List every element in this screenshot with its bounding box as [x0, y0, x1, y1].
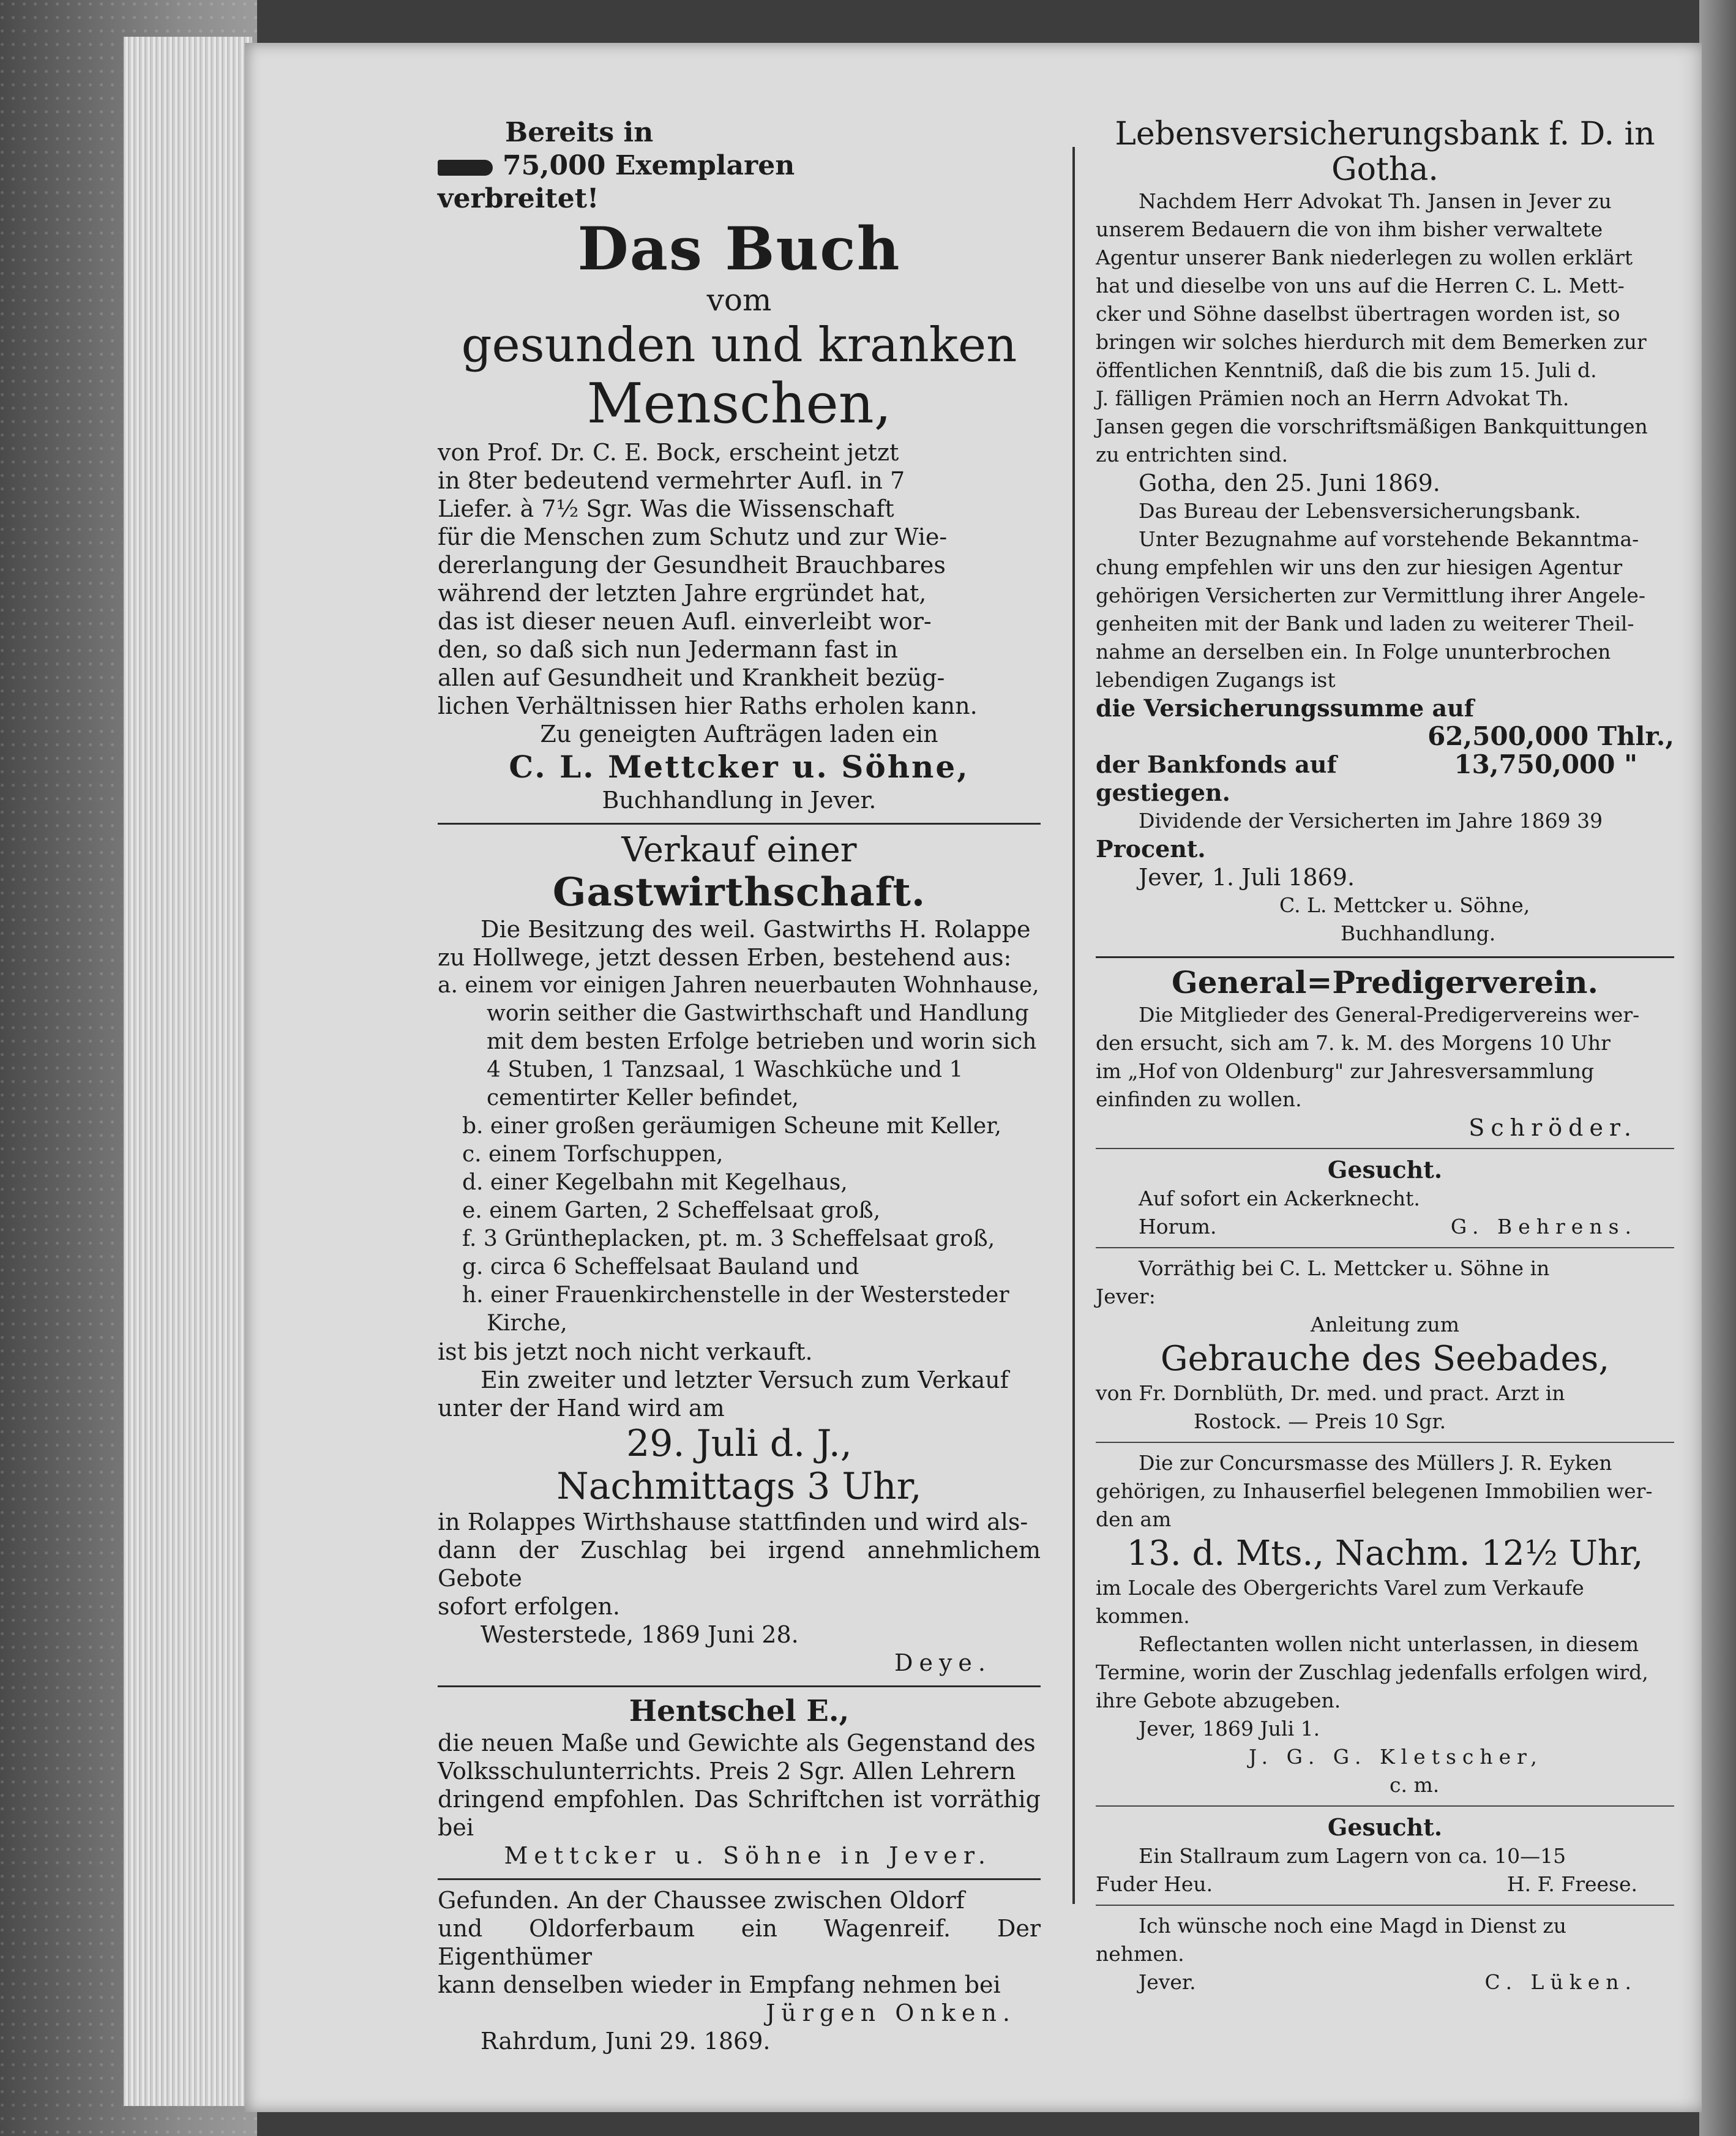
ad-buch-firm: C. L. Mettcker u. Söhne,	[509, 749, 970, 785]
ad-concurs-date: 13. d. Mts., Nachm. 12½ Uhr,	[1126, 1534, 1644, 1573]
ad-gast-sign: Deye.	[894, 1649, 992, 1676]
ad-gefunden-line: und Oldorferbaum ein Wagenreif. Der Eigenthümer	[438, 1915, 1041, 1970]
list-item: Kirche,	[487, 1311, 567, 1336]
ad-pv-line: Die Mitglieder des General-Predigervereins wer-	[1139, 1003, 1640, 1027]
ad-buch-firm-sub: Buchhandlung in Jever.	[602, 787, 877, 814]
ad-stall-sign: H. F. Freese.	[1506, 1872, 1637, 1896]
ad-lv-dividend: Dividende der Versicherten im Jahre 1869 39	[1139, 809, 1603, 833]
right-page-edge	[1699, 0, 1736, 2136]
ad-concurs-line: den am	[1096, 1507, 1172, 1531]
list-item: f. 3 Grüntheplacken, pt. m. 3 Scheffelsaat groß,	[462, 1226, 995, 1251]
ad-gast-after: ist bis jetzt noch nicht verkauft.	[438, 1338, 813, 1365]
ad-predigerverein	[1096, 964, 1674, 1142]
list-item: d. einer Kegelbahn mit Kegelhaus,	[462, 1170, 848, 1195]
ad-buch-line: von Prof. Dr. C. E. Bock, erscheint jetzt	[438, 439, 899, 466]
list-item: worin seither die Gastwirthschaft und Handlung	[487, 1001, 1029, 1026]
ad-title-menschen: Menschen,	[586, 372, 892, 436]
ad-concurs	[1096, 1449, 1674, 1799]
ad-pv-line: einfinden zu wollen.	[1096, 1087, 1302, 1111]
ad-gast-tail: dann der Zuschlag bei irgend annehmlichem Gebote	[438, 1537, 1041, 1592]
ad-lv-line: Jansen gegen die vorschriftsmäßigen Bankquittungen	[1096, 414, 1648, 438]
ad-gefunden-place: Rahrdum, Juni 29. 1869.	[481, 2028, 771, 2055]
ad-buch-line: dererlangung der Gesundheit Brauchbares	[438, 552, 946, 579]
ad-gefunden-line: kann denselben wieder in Empfang nehmen bei	[438, 1971, 1001, 1998]
ad-lv-line: cker und Söhne daselbst übertragen worden ist, so	[1096, 302, 1620, 326]
ad-gast-head2: Gastwirthschaft.	[552, 869, 926, 915]
ad-buch-line: für die Menschen zum Schutz und zur Wie-	[438, 523, 948, 550]
left-column	[438, 116, 1041, 2055]
ad-gesucht-sign: G. Behrens.	[1450, 1215, 1637, 1239]
ad-lv-head2: Gotha.	[1331, 151, 1439, 188]
ad-lv-sum2-label: der Bankfonds auf	[1096, 751, 1337, 778]
ad-lv-head1: Lebensversicherungsbank f. D. in	[1115, 116, 1655, 152]
ad-lv-sum2	[1096, 751, 1674, 779]
ad-buch-line: während der letzten Jahre ergründet hat,	[438, 580, 927, 607]
ad-concurs-line2: im Locale des Obergerichts Varel zum Verkaufe	[1096, 1576, 1584, 1600]
page-stack	[122, 37, 252, 2106]
ad-hentschel-line: Volksschulunterrichts. Preis 2 Sgr. Allen Lehrern	[438, 1758, 1016, 1785]
ad-gesucht-head: Gesucht.	[1327, 1156, 1443, 1183]
ad-gastwirthschaft	[438, 831, 1041, 1677]
ad-lv-sign1: C. L. Mettcker u. Söhne,	[1279, 893, 1530, 917]
column-rule	[1072, 147, 1075, 1904]
ad-lv-line2: chung empfehlen wir uns den zur hiesigen Agentur	[1096, 555, 1623, 579]
ad-hentschel-line: die neuen Maße und Gewichte als Gegenstand des	[438, 1729, 1036, 1756]
ad-lv-place2: Jever, 1. Juli 1869.	[1139, 864, 1355, 891]
divider	[438, 1878, 1041, 1880]
ad-stall-line: Fuder Heu.	[1096, 1872, 1213, 1896]
ad-magd-line: nehmen.	[1096, 1942, 1184, 1966]
list-item: cementirter Keller befindet,	[487, 1085, 799, 1111]
divider	[1096, 1905, 1674, 1906]
ad-pv-line: den ersucht, sich am 7. k. M. des Morgens 10 Uhr	[1096, 1031, 1611, 1055]
ad-title-gesunden: gesunden und kranken	[461, 318, 1017, 373]
ad-buch-line: Liefer. à 7½ Sgr. Was die Wissenschaft	[438, 495, 894, 522]
ad-lv-line2: lebendigen Zugangs ist	[1096, 668, 1336, 692]
ad-lv-line: unserem Bedauern die von ihm bisher verwaltete	[1096, 217, 1603, 241]
ad-gast-after: Ein zweiter und letzter Versuch zum Verkauf	[481, 1366, 1009, 1393]
ad-gefunden-line: Gefunden. An der Chaussee zwischen Oldorf	[438, 1887, 965, 1914]
ad-lv-line: hat und dieselbe von uns auf die Herren C. L. Mett-	[1096, 274, 1625, 298]
ad-lv-sum2-tail: gestiegen.	[1096, 779, 1230, 806]
ad-concurs-line2: Reflectanten wollen nicht unterlassen, in diesem	[1139, 1632, 1639, 1656]
divider	[1096, 1148, 1674, 1149]
ad-lv-line: bringen wir solches hierdurch mit dem Bemerken zur	[1096, 330, 1647, 354]
ad-lv-line: Agentur unserer Bank niederlegen zu wollen erklärt	[1096, 245, 1633, 269]
divider	[1096, 1247, 1674, 1248]
ad-lv-line: öffentlichen Kenntniß, daß die bis zum 15. Juli d.	[1096, 358, 1597, 382]
ad-concurs-sign1: J. G. G. Kletscher,	[1249, 1745, 1543, 1769]
ad-gefunden-sign: Jürgen Onken.	[766, 1999, 1016, 2026]
ad-pv-sign: Schröder.	[1468, 1114, 1637, 1141]
ad-concurs-line2: kommen.	[1096, 1604, 1190, 1628]
ad-seebad-line2: Rostock. — Preis 10 Sgr.	[1194, 1409, 1446, 1433]
ad-lv-sum1-label: die Versicherungssumme auf	[1096, 694, 1475, 722]
ad-magd-place: Jever.	[1139, 1970, 1196, 1994]
list-item: b. einer großen geräumigen Scheune mit Keller,	[462, 1114, 1001, 1139]
ad-gast-place: Westerstede, 1869 Juni 28.	[481, 1621, 799, 1648]
ad-concurs-line: Die zur Concursmasse des Müllers J. R. Eyken	[1139, 1451, 1612, 1475]
ad-seebad-line: Vorräthig bei C. L. Mettcker u. Söhne in	[1139, 1256, 1550, 1280]
ad-pv-head: General=Predigerverein.	[1172, 964, 1598, 1000]
ad-lead-count: 75,000 Exemplaren	[503, 150, 795, 181]
ad-concurs-sign2: c. m.	[1390, 1773, 1440, 1797]
ad-lv-bureau: Das Bureau der Lebensversicherungsbank.	[1139, 499, 1581, 523]
ad-gefunden	[438, 1886, 1041, 2055]
ad-lv-line2: Unter Bezugnahme auf vorstehende Bekanntma-	[1139, 527, 1639, 551]
ad-stall-head: Gesucht.	[1327, 1813, 1443, 1841]
pointing-hand-icon	[438, 160, 493, 176]
divider	[438, 823, 1041, 825]
ad-gast-date1: 29. Juli d. J.,	[626, 1422, 852, 1465]
ad-lead-line1: Bereits in	[505, 117, 654, 148]
ad-seebad	[1096, 1254, 1674, 1436]
ad-buch-line: den, so daß sich nun Jedermann fast in	[438, 636, 898, 663]
divider	[438, 1685, 1041, 1687]
ad-buch-line: in 8ter bedeutend vermehrter Aufl. in 7	[438, 467, 905, 494]
ad-lead-line3: verbreitet!	[438, 183, 599, 214]
ad-concurs-line: gehörigen, zu Inhauserfiel belegenen Immobilien wer-	[1096, 1479, 1653, 1503]
ad-concurs-place: Jever, 1869 Juli 1.	[1139, 1717, 1320, 1741]
ad-hentschel-line: dringend empfohlen. Das Schriftchen ist vorräthig bei	[438, 1786, 1041, 1841]
ad-buch-line: das ist dieser neuen Aufl. einverleibt wor-	[438, 608, 932, 635]
ad-buch-invite: Zu geneigten Aufträgen laden ein	[540, 721, 938, 748]
ad-magd-sign: C. Lüken.	[1484, 1970, 1637, 1994]
ad-stall-signrow	[1096, 1870, 1674, 1898]
ad-gast-after: unter der Hand wird am	[438, 1395, 725, 1422]
ad-lead-line2	[438, 149, 1041, 182]
ad-buch	[438, 116, 1041, 814]
divider	[1096, 1805, 1674, 1807]
ad-lv-line: zu entrichten sind.	[1096, 443, 1289, 467]
divider	[1096, 1442, 1674, 1443]
ad-lv-sum1-amount: 62,500,000 Thlr.,	[1427, 721, 1674, 751]
list-item: a. einem vor einigen Jahren neuerbauten Wohnhause,	[438, 973, 1039, 998]
ad-gast-intro: Die Besitzung des weil. Gastwirths H. Rolappe	[481, 916, 1031, 943]
ad-buch-body	[438, 438, 1041, 720]
ad-gesucht-stall	[1096, 1813, 1674, 1898]
ad-gesucht-signrow	[1096, 1213, 1674, 1241]
ad-gesucht-knecht	[1096, 1155, 1674, 1241]
ad-hentschel	[438, 1693, 1041, 1870]
ad-seebad-line: Jever:	[1096, 1284, 1156, 1308]
ad-hentschel-sign: Mettcker u. Söhne in Jever.	[504, 1842, 992, 1869]
ad-buch-line: allen auf Gesundheit und Krankheit bezüg-	[438, 664, 945, 691]
ad-lv-line2: gehörigen Versicherten zur Vermittlung ihrer Angele-	[1096, 583, 1646, 607]
ad-lv-line: Nachdem Herr Advokat Th. Jansen in Jever zu	[1139, 189, 1612, 213]
ad-lv-line: J. fälligen Prämien noch an Herrn Advokat Th.	[1096, 386, 1570, 410]
ad-lv-place: Gotha, den 25. Juni 1869.	[1139, 470, 1440, 497]
ad-gast-head1: Verkauf einer	[621, 830, 857, 870]
ad-gast-date2: Nachmittags 3 Uhr,	[556, 1465, 922, 1508]
right-column	[1096, 116, 1674, 1996]
list-item: e. einem Garten, 2 Scheffelsaat groß,	[462, 1198, 881, 1223]
ad-pv-line: im „Hof von Oldenburg" zur Jahresversammlung	[1096, 1059, 1595, 1083]
ad-seebad-title: Gebrauche des Seebades,	[1160, 1339, 1610, 1379]
ad-seebad-line2: von Fr. Dornblüth, Dr. med. und pract. Arzt in	[1096, 1381, 1565, 1405]
ad-concurs-line2: ihre Gebote abzugeben.	[1096, 1688, 1341, 1712]
list-item: g. circa 6 Scheffelsaat Bauland und	[462, 1254, 859, 1280]
ad-gast-tail: sofort erfolgen.	[438, 1593, 620, 1620]
ad-buch-line: lichen Verhältnissen hier Raths erholen kann.	[438, 692, 978, 719]
ad-lv-line2: nahme an derselben ein. In Folge ununterbrochen	[1096, 640, 1611, 664]
ad-gesucht-place: Horum.	[1139, 1215, 1217, 1239]
ad-lv-sum2-amount: 13,750,000 "	[1454, 749, 1637, 779]
ad-magd-line: Ich wünsche noch eine Magd in Dienst zu	[1139, 1914, 1567, 1938]
list-item: mit dem besten Erfolge betrieben und worin sich	[487, 1029, 1037, 1054]
ad-title-vom: vom	[706, 282, 772, 318]
ad-gast-list	[438, 972, 1041, 1338]
ad-magd	[1096, 1912, 1674, 1996]
ad-stall-line: Ein Stallraum zum Lagern von ca. 10—15	[1139, 1844, 1566, 1868]
ad-magd-signrow	[1096, 1968, 1674, 1996]
divider	[1096, 956, 1674, 958]
ad-lv-line2: genheiten mit der Bank und laden zu weiterer Theil-	[1096, 612, 1634, 635]
ad-gesucht-body: Auf sofort ein Ackerknecht.	[1139, 1186, 1420, 1210]
ad-concurs-line2: Termine, worin der Zuschlag jedenfalls erfolgen wird,	[1096, 1660, 1648, 1684]
list-item: h. einer Frauenkirchenstelle in der Westersteder	[462, 1283, 1009, 1308]
ad-gast-intro: zu Hollwege, jetzt dessen Erben, bestehend aus:	[438, 944, 1012, 971]
ad-lv-dividend-tail: Procent.	[1096, 835, 1206, 863]
ad-hentschel-head: Hentschel E.,	[629, 1694, 850, 1728]
ad-title-das-buch: Das Buch	[577, 214, 901, 283]
ad-lv-sign2: Buchhandlung.	[1341, 921, 1496, 945]
list-item: 4 Stuben, 1 Tanzsaal, 1 Waschküche und 1	[487, 1057, 963, 1082]
ad-gast-tail: in Rolappes Wirthshause stattfinden und wird als-	[438, 1508, 1028, 1535]
ad-lebensversicherung	[1096, 116, 1674, 948]
list-item: c. einem Torfschuppen,	[462, 1142, 724, 1167]
ad-seebad-sub: Anleitung zum	[1310, 1313, 1460, 1336]
